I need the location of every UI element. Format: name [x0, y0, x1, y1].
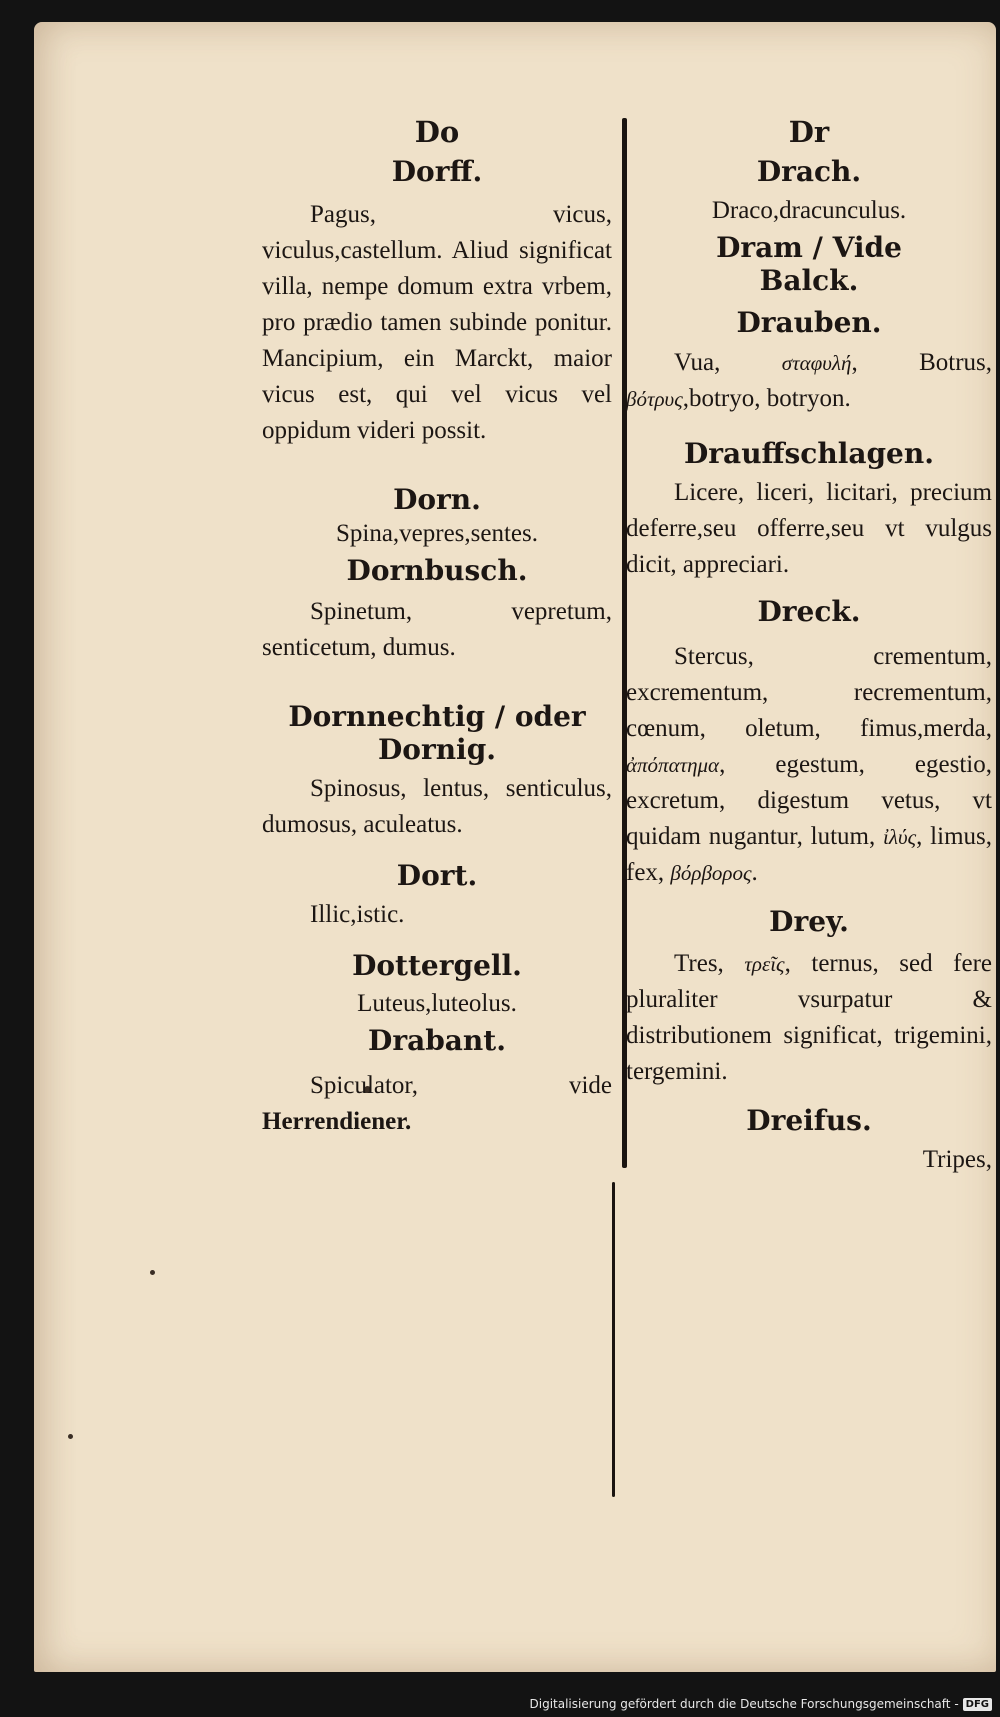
entry-text: Pagus, vicus, viculus,castellum. Aliud significat villa, nempe domum extra vrbem, pro prædio tamen subinde ponitur. Mancipium, ein Marckt, maior vicus est, qui vel vicus vel oppidum videri possit.	[262, 200, 612, 444]
ink-speck	[68, 1434, 73, 1439]
right-column	[626, 115, 992, 1178]
footer-text: Digitalisierung gefördert durch die Deutsche Forschungsgemeinschaft -	[529, 1697, 959, 1711]
entry-head: Dorff.	[391, 155, 483, 188]
entry-text-part: , Botrus,	[851, 349, 992, 377]
entry-head: Dottergell.	[352, 948, 522, 982]
entry-text-part: Stercus, crementum, excrementum, recrementum, cœnum, oletum, fimus,merda,	[626, 642, 992, 742]
entry-head: Dram / Vide	[716, 230, 902, 264]
entry-head: Drauffschlagen.	[684, 437, 934, 471]
entry-text: Spinetum, vepretum, senticetum, dumus.	[262, 597, 612, 661]
catchword: Tripes,	[922, 1145, 992, 1173]
entry-head: Dort.	[396, 858, 478, 892]
entry-text-part: Vua,	[674, 349, 782, 377]
entry-head: Dorn.	[393, 482, 481, 516]
entry-head: Dreck.	[757, 594, 861, 628]
entry-text	[626, 639, 992, 891]
greek-word: ἀπόπατημα	[626, 752, 720, 777]
cross-reference: Herrendiener.	[262, 1107, 412, 1135]
entry-head: Drey.	[769, 904, 849, 938]
running-head-left: Do	[414, 115, 460, 149]
entry-text: Draco,dracunculus.	[711, 196, 907, 224]
entry-head: Drach.	[756, 155, 862, 188]
entry-text-part: .	[751, 858, 758, 886]
entry-head: Drauben.	[736, 305, 882, 339]
dfg-logo: DFG	[963, 1698, 992, 1711]
entry-text-part: ,botryo, botryon.	[682, 385, 851, 413]
entry-text-part: , egestum, egestio, excretum, digestum vetus, vt quidam nugantur, lutum,	[626, 750, 992, 850]
ink-speck	[150, 1270, 155, 1275]
greek-word: τρεῖς	[744, 952, 785, 977]
entry-text: Licere, liceri, licitari, precium deferre,seu offerre,seu vt vulgus dicit, appreciari.	[626, 478, 992, 578]
entry-text: Spinosus, lentus, senticulus, dumosus, aculeatus.	[262, 774, 612, 838]
greek-word: σταφυλή	[781, 351, 852, 376]
entry-head: Drabant.	[368, 1024, 506, 1058]
entry-text-part: Spiculator, vide	[310, 1071, 612, 1099]
entry-text-part: Tres,	[674, 950, 745, 978]
entry-head-cross-reference: Balck.	[759, 264, 859, 298]
entry-text-part: , ternus, sed fere pluraliter vsurpatur & distributionem significat, trigemini, tergemini.	[626, 950, 992, 1086]
entry-text: Spina,vepres,sentes.	[335, 520, 539, 548]
entry-text: Illic,istic.	[310, 900, 405, 928]
greek-word: βόρβορος	[670, 860, 752, 885]
entry-text	[262, 1068, 612, 1140]
entry-text-part: , limus, fex,	[626, 822, 992, 886]
entry-text	[626, 946, 992, 1090]
column-rule-bottom	[612, 1182, 615, 1497]
greek-word: ἰλύς	[883, 824, 917, 849]
entry-text	[626, 345, 992, 417]
entry-head: Dornbusch.	[346, 554, 528, 588]
entry-text: Luteus,luteolus.	[357, 990, 517, 1018]
entry-head: Dreifus.	[746, 1104, 872, 1138]
digitization-footer	[530, 1697, 993, 1711]
running-head-right: Dr	[788, 115, 830, 149]
entry-head: Dornnechtig / oder Dornig.	[288, 699, 586, 767]
left-column	[262, 115, 612, 1140]
greek-word: βότρυς	[626, 387, 683, 412]
